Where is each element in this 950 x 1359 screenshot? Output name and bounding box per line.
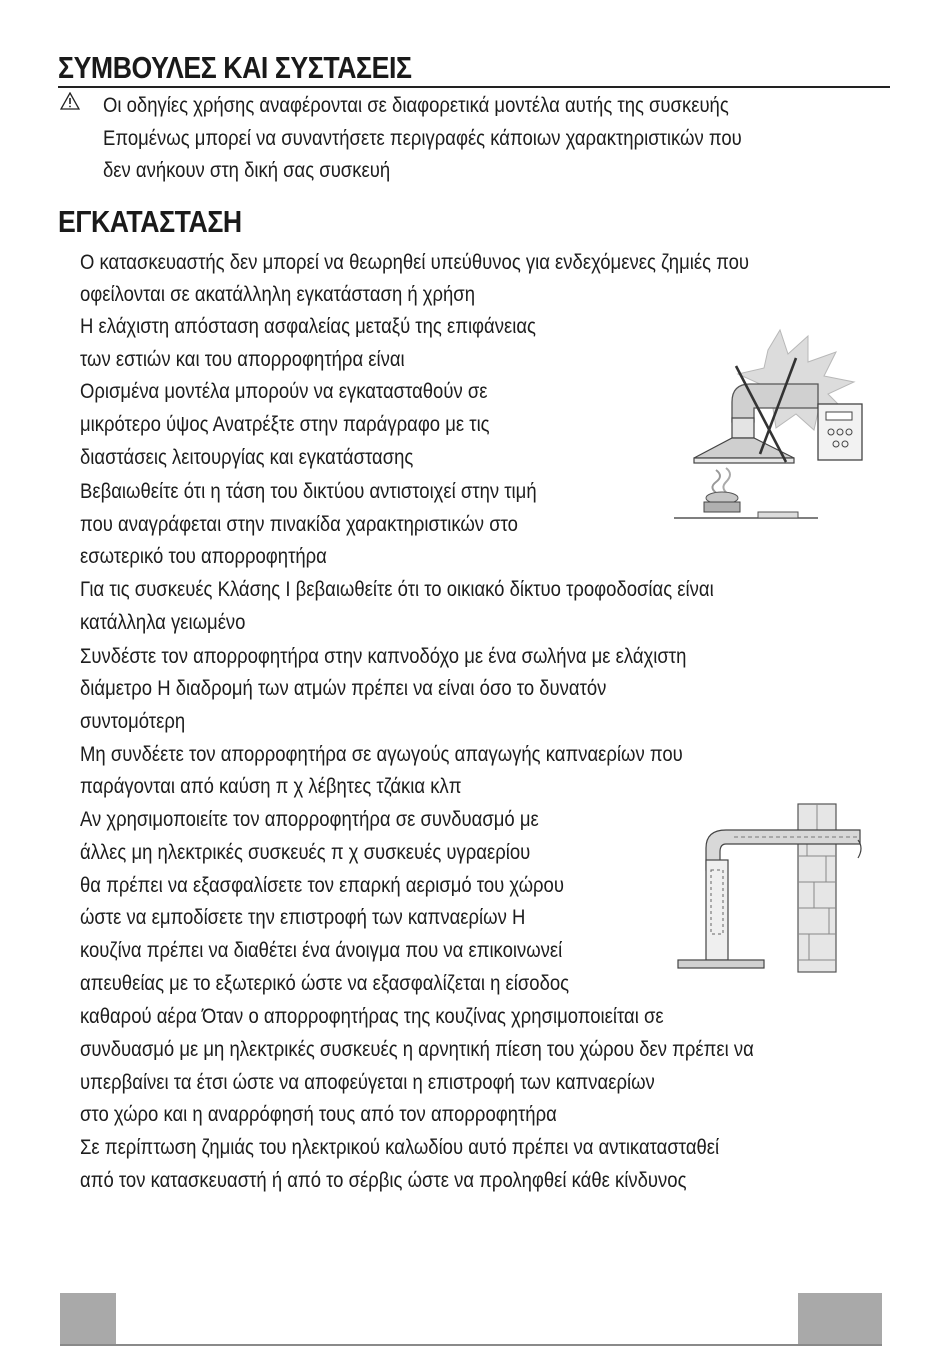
installation-line: Ο κατασκευαστής δεν μπορεί να θεωρηθεί υπεύθυνος για ενδεχόμενες ζημιές που bbox=[80, 250, 750, 274]
installation-line: Βεβαιωθείτε ότι η τάση του δικτύου αντιστοιχεί στην τιμή bbox=[80, 479, 537, 503]
title-underline bbox=[58, 86, 890, 88]
footer-right-block bbox=[798, 1293, 882, 1346]
advice-line: δεν ανήκουν στη δική σας συσκευή bbox=[103, 158, 391, 182]
installation-line: συνδυασμό με μη ηλεκτρικές συσκευές η αρνητική πίεση του χώρου δεν πρέπει να bbox=[80, 1037, 754, 1061]
installation-line: Η ελάχιστη απόσταση ασφαλείας μεταξύ της επιφάνειας bbox=[80, 314, 536, 338]
installation-line: Ορισμένα μοντέλα μπορούν να εγκατασταθούν σε bbox=[80, 379, 488, 403]
installation-line: των εστιών και του απορροφητήρα είναι bbox=[80, 347, 405, 371]
installation-line: Αν χρησιμοποιείτε τον απορροφητήρα σε συνδυασμό με bbox=[80, 807, 539, 831]
warning-triangle-icon bbox=[60, 92, 80, 110]
installation-line: παράγονται από καύση π χ λέβητες τζάκια κλπ bbox=[80, 774, 462, 798]
footer-rule bbox=[60, 1344, 882, 1346]
installation-line: οφείλονται σε ακατάλληλη εγκατάσταση ή χρήση bbox=[80, 282, 475, 306]
installation-line: υπερβαίνει τα έτσι ώστε να αποφεύγεται η επιστροφή των καπναερίων bbox=[80, 1070, 655, 1094]
installation-line: ώστε να εμποδίσετε την επιστροφή των καπναερίων Η bbox=[80, 905, 526, 929]
installation-line: απευθείας με το εξωτερικό ώστε να εξασφαλίζεται η είσοδος bbox=[80, 971, 570, 995]
installation-line: από τον κατασκευαστή ή από το σέρβις ώστε να προληφθεί κάθε κίνδυνος bbox=[80, 1168, 687, 1192]
footer-left-block bbox=[60, 1293, 116, 1346]
installation-line: Σε περίπτωση ζημιάς του ηλεκτρικού καλωδίου αυτό πρέπει να αντικατασταθεί bbox=[80, 1135, 720, 1159]
installation-line: καθαρού αέρα Όταν ο απορροφητήρας της κουζίνας χρησιμοποιείται σε bbox=[80, 1004, 664, 1028]
hood-with-duct-through-wall-illustration bbox=[674, 800, 870, 976]
installation-line: διάμετρο Η διαδρομή των ατμών πρέπει να είναι όσο το δυνατόν bbox=[80, 676, 607, 700]
installation-line: κατάλληλα γειωμένο bbox=[80, 610, 246, 634]
installation-line: άλλες μη ηλεκτρικές συσκευές π χ συσκευές υγραερίου bbox=[80, 840, 531, 864]
installation-line: Για τις συσκευές Κλάσης Ι βεβαιωθείτε ότι το οικιακό δίκτυο τροφοδοσίας είναι bbox=[80, 577, 714, 601]
installation-line: που αναγράφεται στην πινακίδα χαρακτηριστικών στο bbox=[80, 512, 518, 536]
installation-line: στο χώρο και η αναρρόφησή τους από τον απορροφητήρα bbox=[80, 1102, 557, 1126]
advice-line: Επομένως μπορεί να συναντήσετε περιγραφές κάποιων χαρακτηριστικών που bbox=[103, 126, 742, 150]
installation-line: κουζίνα πρέπει να διαθέτει ένα άνοιγμα που να επικοινωνεί bbox=[80, 938, 563, 962]
advice-line: Οι οδηγίες χρήσης αναφέρονται σε διαφορετικά μοντέλα αυτής της συσκευής bbox=[103, 93, 729, 117]
installation-line: μικρότερο ύψος Ανατρέξτε στην παράγραφο με τις bbox=[80, 412, 490, 436]
installation-line: θα πρέπει να εξασφαλίσετε τον επαρκή αερισμό του χώρου bbox=[80, 873, 564, 897]
installation-line: εσωτερικό του απορροφητήρα bbox=[80, 544, 327, 568]
installation-line: συντομότερη bbox=[80, 709, 186, 733]
installation-line: διαστάσεις λειτουργίας και εγκατάστασης bbox=[80, 445, 414, 469]
section-title-installation: ΕΓΚΑΤΑΣΤΑΣΗ bbox=[58, 204, 242, 239]
hood-over-gas-stove-crossed-illustration bbox=[668, 322, 868, 527]
installation-line: Μη συνδέετε τον απορροφητήρα σε αγωγούς απαγωγής καπναερίων που bbox=[80, 742, 683, 766]
installation-line: Συνδέστε τον απορροφητήρα στην καπνοδόχο με ένα σωλήνα με ελάχιστη bbox=[80, 644, 687, 668]
section-title-advice: ΣΥΜΒΟΥΛΕΣ ΚΑΙ ΣΥΣΤΑΣΕΙΣ bbox=[58, 50, 412, 85]
